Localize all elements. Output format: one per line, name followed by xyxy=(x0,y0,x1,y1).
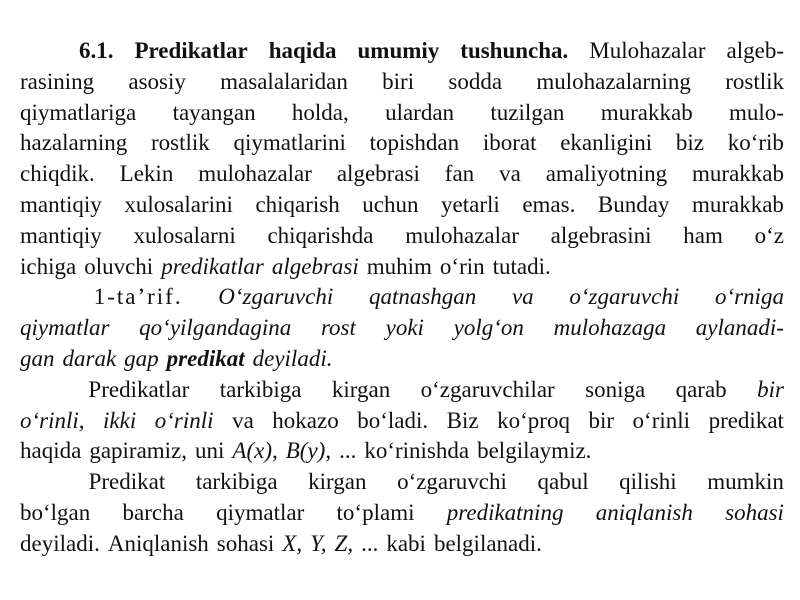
text-line xyxy=(20,192,784,223)
word: ... xyxy=(361,530,379,556)
word: 1-ta’rif. xyxy=(93,284,183,310)
word: qabul xyxy=(537,469,589,495)
word: algeb- xyxy=(726,38,784,63)
word: chiqarishda xyxy=(267,222,374,248)
word: algebrasini xyxy=(550,222,652,248)
text-line xyxy=(20,161,784,192)
word: xulosalarini xyxy=(124,191,233,217)
word: mulohazalarning xyxy=(536,68,691,94)
word: bo‘lgan xyxy=(20,499,91,525)
word: predikat xyxy=(708,407,784,433)
word: tutadi. xyxy=(492,253,551,279)
word: darak xyxy=(62,345,117,371)
word: emas. xyxy=(522,191,576,217)
word: mumkin xyxy=(707,469,784,495)
word: mantiqiy xyxy=(20,191,102,217)
text-line xyxy=(20,223,784,254)
word: murakkab xyxy=(600,99,693,125)
word: chiqarish xyxy=(255,191,340,217)
word: muhim xyxy=(366,253,432,279)
word: biz xyxy=(675,130,704,156)
word: haqida xyxy=(20,438,82,464)
word: aylanadi- xyxy=(695,315,784,341)
word: ekanligini xyxy=(560,130,653,156)
text-page xyxy=(20,38,784,562)
word: amaliyotning xyxy=(545,161,668,187)
word: algebrasi xyxy=(271,253,359,279)
word: bo‘ladi. xyxy=(357,407,429,433)
word: biri xyxy=(382,68,415,94)
word: Biz xyxy=(446,407,479,433)
word: kirgan xyxy=(308,469,367,495)
word: mulohazalar xyxy=(198,161,312,187)
word: ham xyxy=(683,222,723,248)
word: gan xyxy=(20,345,55,371)
word: aniqlanish xyxy=(595,499,693,525)
word: yetarli xyxy=(441,191,500,217)
word: Bunday xyxy=(597,191,670,217)
text-line xyxy=(20,438,784,469)
word: umumiy xyxy=(357,38,440,63)
word: predikat xyxy=(166,345,245,371)
word: o‘rinli xyxy=(632,407,691,433)
word: qatnashgan xyxy=(368,284,477,310)
word: A(x), xyxy=(232,438,278,464)
word: Aniqlanish xyxy=(107,530,209,556)
word: o‘rniga xyxy=(714,284,784,310)
word: Predikatlar xyxy=(134,38,248,63)
word: gap xyxy=(124,345,159,371)
word: fan xyxy=(444,161,475,187)
word: uchun xyxy=(362,191,419,217)
word: o‘zgaruvchilar xyxy=(420,376,555,402)
word: belgilanadi. xyxy=(433,530,542,556)
word: tarkibiga xyxy=(219,376,302,402)
word: haqida xyxy=(268,38,337,63)
word: qiymatlariga xyxy=(20,99,137,125)
word: ichiga xyxy=(20,253,77,279)
word: tarkibiga xyxy=(195,469,278,495)
word: qarab xyxy=(675,376,727,402)
word: predikatlar xyxy=(161,253,264,279)
word: mulohazaga xyxy=(553,315,667,341)
word: rasining xyxy=(20,68,95,94)
text-line xyxy=(20,100,784,131)
word: tuzilgan xyxy=(490,99,565,125)
word: Predikatlar xyxy=(88,376,190,402)
word: o‘rin xyxy=(439,253,485,279)
word: bir xyxy=(757,376,784,402)
word: yoki xyxy=(385,315,424,341)
word: mulo- xyxy=(729,99,784,125)
word: o‘zgaruvchi xyxy=(569,284,680,310)
word: qiymatlar xyxy=(216,499,305,525)
word: rostlik xyxy=(725,68,784,94)
word: masalalaridan xyxy=(220,68,348,94)
word: chiqdik. xyxy=(20,161,95,187)
word: rost xyxy=(320,315,356,341)
word: sodda xyxy=(448,68,503,94)
word: 6.1. xyxy=(78,38,114,63)
text-line xyxy=(20,284,784,315)
word: soniga xyxy=(585,376,646,402)
word: mulohazalar xyxy=(405,222,519,248)
text-line xyxy=(20,38,784,69)
word: sohasi xyxy=(216,530,275,556)
word: belgilaymiz. xyxy=(477,438,592,464)
word: to‘plami xyxy=(336,499,415,525)
word: rostlik xyxy=(151,130,210,156)
word: Z, xyxy=(334,530,354,556)
word: deyiladi. xyxy=(252,345,333,371)
word: algebrasi xyxy=(336,161,420,187)
word: ko‘proq xyxy=(497,407,570,433)
word: o‘rinli, xyxy=(20,407,85,433)
word: gapiramiz, xyxy=(89,438,188,464)
word: hokazo xyxy=(272,407,339,433)
word: X, xyxy=(282,530,303,556)
word: Lekin xyxy=(119,161,174,187)
word: uni xyxy=(195,438,225,464)
word: qo‘yilgandagina xyxy=(139,315,292,341)
word: predikatning xyxy=(446,499,564,525)
word: deyiladi. xyxy=(20,530,100,556)
text-line xyxy=(20,500,784,531)
word: kabi xyxy=(386,530,426,556)
text-line xyxy=(20,69,784,100)
text-line xyxy=(20,254,784,285)
word: sohasi xyxy=(725,499,784,525)
word: murakkab xyxy=(691,191,784,217)
word: o‘z xyxy=(754,222,784,248)
word: qiymatlarini xyxy=(233,130,346,156)
word: mantiqiy xyxy=(20,222,102,248)
word: Y, xyxy=(310,530,327,556)
word: Predikat xyxy=(88,469,166,495)
word: Mulohazalar xyxy=(589,38,706,63)
word: qilishi xyxy=(619,469,677,495)
word: murakkab xyxy=(692,161,784,187)
word: tushuncha. xyxy=(460,38,569,63)
text-line xyxy=(20,130,784,161)
word: va xyxy=(499,161,521,187)
word: o‘rinli xyxy=(154,407,214,433)
word: ikki xyxy=(103,407,137,433)
text-line xyxy=(20,315,784,346)
text-line xyxy=(20,469,784,500)
text-line xyxy=(20,408,784,439)
word: yolg‘on xyxy=(453,315,524,341)
word: o‘zgaruvchi xyxy=(397,469,507,495)
word: B(y), xyxy=(285,438,332,464)
word: qiymatlar xyxy=(20,315,110,341)
word: va xyxy=(232,407,254,433)
word: ko‘rinishda xyxy=(364,438,470,464)
word: kirgan xyxy=(331,376,391,402)
word: asosiy xyxy=(128,68,186,94)
text-line xyxy=(20,346,784,377)
word: ko‘rib xyxy=(727,130,784,156)
word: ... xyxy=(339,438,357,464)
word: O‘zgaruvchi xyxy=(218,284,334,310)
word: xulosalarni xyxy=(133,222,236,248)
word: iborat xyxy=(482,130,537,156)
word: oluvchi xyxy=(84,253,154,279)
word: ulardan xyxy=(385,99,455,125)
text-line xyxy=(20,377,784,408)
text-line xyxy=(20,531,784,562)
word: bir xyxy=(588,407,615,433)
word: barcha xyxy=(122,499,184,525)
word: holda, xyxy=(291,99,349,125)
word: hazalarning xyxy=(20,130,128,156)
word: topishdan xyxy=(369,130,460,156)
word: va xyxy=(511,284,534,310)
word: tayangan xyxy=(172,99,256,125)
